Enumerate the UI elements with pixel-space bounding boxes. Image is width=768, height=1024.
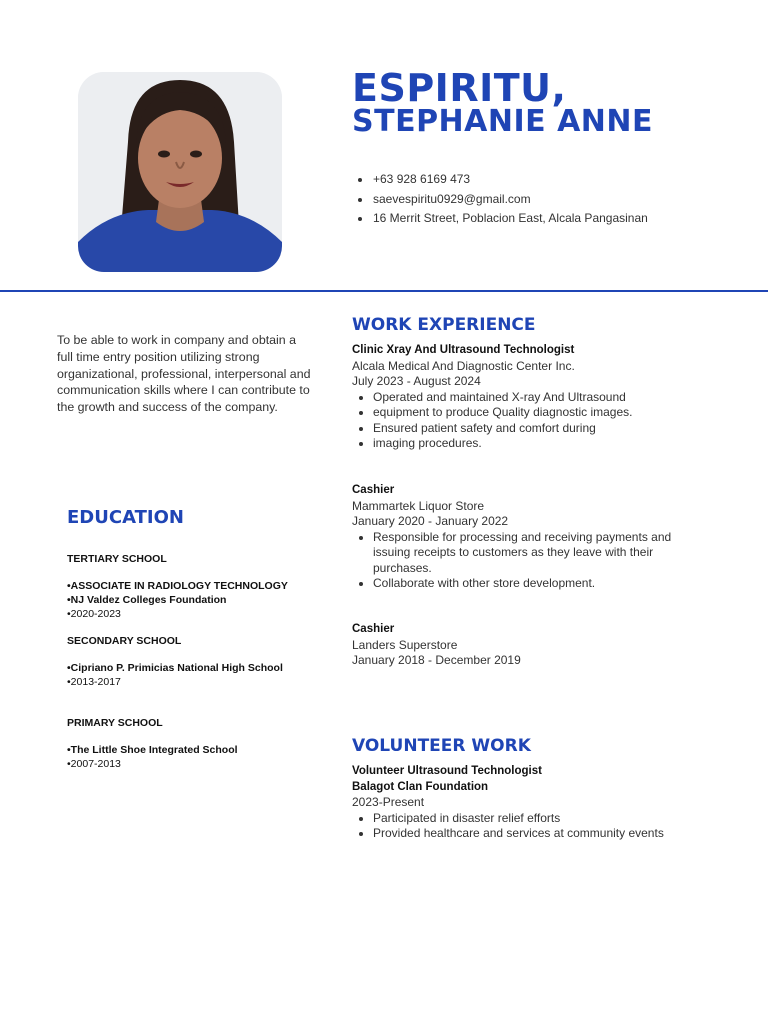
job-bullet: imaging procedures. bbox=[352, 436, 752, 452]
job-bullet: equipment to produce Quality diagnostic images. bbox=[352, 405, 752, 421]
job-entry bbox=[352, 343, 752, 452]
education-title: EDUCATION bbox=[67, 507, 184, 528]
volunteer-bullets bbox=[352, 811, 752, 842]
tertiary-school: •NJ Valdez Colleges Foundation bbox=[67, 594, 227, 606]
objective-text: To be able to work in company and obtain a full time entry position utilizing strong organizational, professional, interpersonal and communication skills where I can contribute to the growth and success of the company. bbox=[57, 333, 311, 415]
tertiary-years: •2020-2023 bbox=[67, 608, 121, 620]
job-dates: July 2023 - August 2024 bbox=[352, 374, 481, 388]
volunteer-title: VOLUNTEER WORK bbox=[352, 736, 531, 756]
volunteer-org: Balagot Clan Foundation bbox=[352, 780, 489, 793]
job-company: Mammartek Liquor Store bbox=[352, 498, 485, 513]
volunteer-entry bbox=[352, 764, 752, 842]
contact-address: 16 Merrit Street, Poblacion East, Alcala Pangasinan bbox=[358, 209, 648, 229]
volunteer-role: Volunteer Ultrasound Technologist bbox=[352, 765, 542, 777]
job-role: Clinic Xray And Ultrasound Technologist bbox=[352, 344, 575, 356]
volunteer-dates: 2023-Present bbox=[352, 795, 425, 809]
contact-list bbox=[358, 170, 648, 229]
contact-email: saevespiritu0929@gmail.com bbox=[358, 190, 648, 210]
job-dates: January 2020 - January 2022 bbox=[352, 514, 509, 528]
header-divider bbox=[0, 290, 768, 292]
name-last: ESPIRITU, bbox=[352, 66, 567, 110]
job-bullet: Collaborate with other store development. bbox=[352, 576, 692, 592]
secondary-label: SECONDARY SCHOOL bbox=[67, 635, 182, 647]
job-role: Cashier bbox=[352, 623, 395, 635]
job-company: Alcala Medical And Diagnostic Center Inc. bbox=[352, 358, 575, 373]
name-first: STEPHANIE ANNE bbox=[352, 104, 654, 139]
secondary-years: •2013-2017 bbox=[67, 676, 121, 688]
tertiary-degree: •ASSOCIATE IN RADIOLOGY TECHNOLOGY bbox=[67, 580, 288, 592]
primary-label: PRIMARY SCHOOL bbox=[67, 717, 163, 729]
tertiary-label: TERTIARY SCHOOL bbox=[67, 553, 167, 565]
profile-photo bbox=[78, 72, 282, 272]
work-experience-title: WORK EXPERIENCE bbox=[352, 315, 536, 335]
job-bullet: Ensured patient safety and comfort during bbox=[352, 421, 752, 437]
primary-school: •The Little Shoe Integrated School bbox=[67, 744, 238, 756]
job-entry bbox=[352, 622, 752, 669]
contact-phone: +63 928 6169 473 bbox=[358, 170, 648, 190]
job-bullets bbox=[352, 390, 752, 452]
volunteer-bullet: Provided healthcare and services at community events bbox=[352, 826, 752, 842]
job-bullet: Operated and maintained X-ray And Ultrasound bbox=[352, 390, 752, 406]
secondary-school: •Cipriano P. Primicias National High School bbox=[67, 662, 283, 674]
job-company: Landers Superstore bbox=[352, 637, 458, 652]
primary-years: •2007-2013 bbox=[67, 758, 121, 770]
job-role: Cashier bbox=[352, 484, 395, 496]
job-dates: January 2018 - December 2019 bbox=[352, 653, 521, 667]
job-bullet: Responsible for processing and receiving payments and issuing receipts to customers as they leave with their purchases. bbox=[352, 530, 692, 577]
job-bullets bbox=[352, 530, 692, 592]
job-entry bbox=[352, 483, 692, 592]
volunteer-bullet: Participated in disaster relief efforts bbox=[352, 811, 752, 827]
